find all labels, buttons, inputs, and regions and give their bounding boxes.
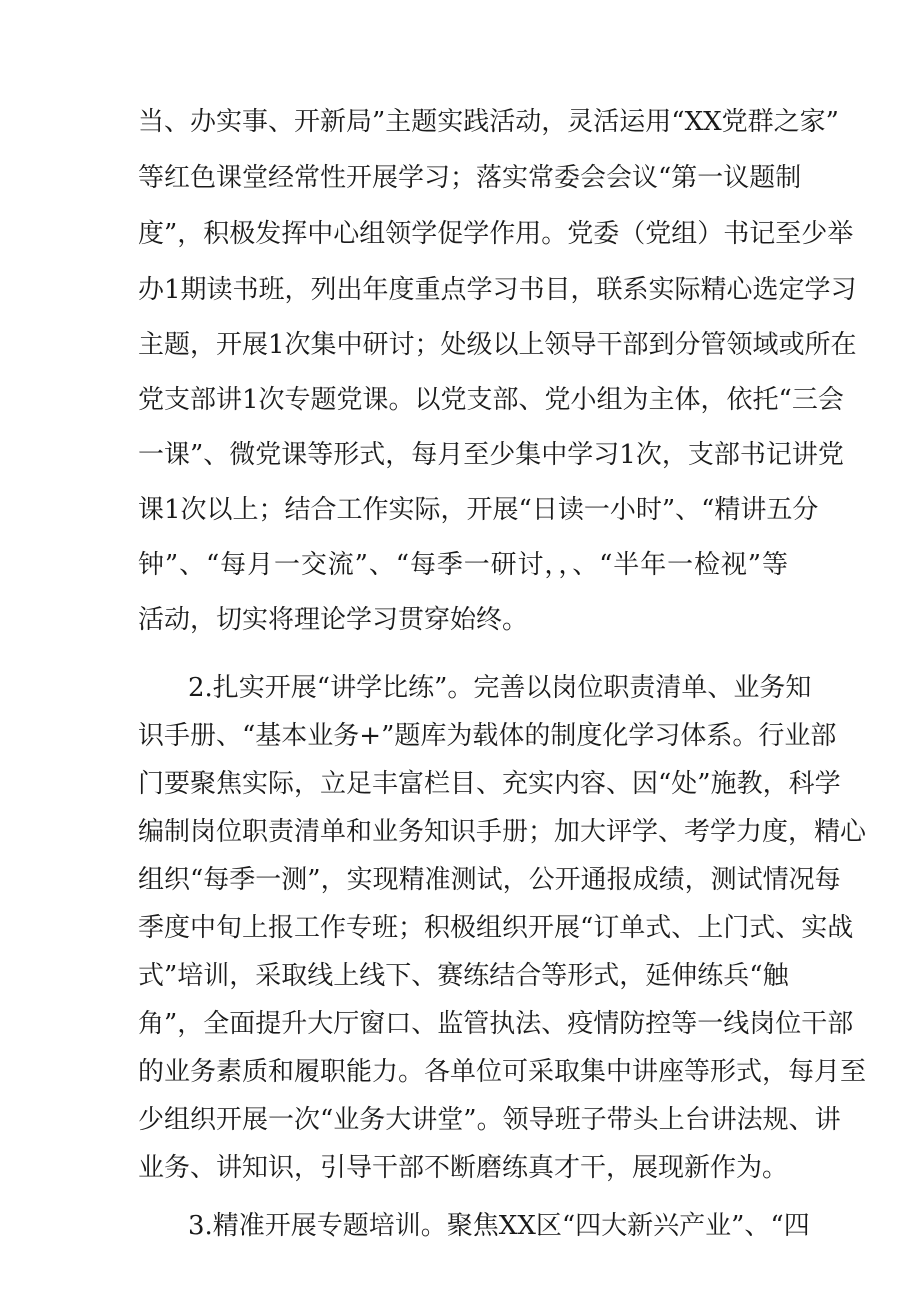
paragraph-1-line-1: 当、办实事、开新局”主题实践活动，灵活运用“XX党群之家” (138, 107, 839, 137)
paragraph-2-line-7: 式”培训，采取线上线下、赛练结合等形式，延伸练兵“触 (138, 961, 789, 991)
paragraph-3-line-1: 3.精准开展专题培训。聚焦XX区“四大新兴产业”、“四 (188, 1211, 810, 1241)
paragraph-2-line-11: 业务、讲知识，引导干部不断磨练真才干，展现新作为。 (138, 1153, 789, 1183)
paragraph-1-line-9: 钟”、“每月一交流”、“每季一研讨，，、“半年一检视”等 (138, 550, 788, 580)
paragraph-1-line-8: 课1次以上；结合工作实际，开展“日读一小时”、“精讲五分 (138, 495, 819, 525)
paragraph-2-line-2: 识手册、“基本业务+”题库为载体的制度化学习体系。行业部 (138, 721, 837, 751)
paragraph-2-line-6: 季度中旬上报工作专班；积极组织开展“订单式、上门式、实战 (138, 913, 854, 943)
paragraph-1-line-10: 活动，切实将理论学习贯穿始终。 (138, 605, 529, 635)
paragraph-1-line-7: 一课”、微党课等形式，每月至少集中学习1次，支部书记讲党 (138, 440, 844, 470)
paragraph-2-line-9: 的业务素质和履职能力。各单位可采取集中讲座等形式，每月至 (138, 1057, 867, 1087)
paragraph-1-line-6: 党支部讲1次专题党课。以党支部、党小组为主体，依托“三会 (138, 385, 844, 415)
paragraph-2-line-5: 组织“每季一测”，实现精准测试，公开通报成绩，测试情况每 (138, 865, 841, 895)
paragraph-1-line-5: 主题，开展1次集中研讨；处级以上领导干部到分管领域或所在 (138, 330, 857, 360)
paragraph-2-line-8: 角”，全面提升大厅窗口、监管执法、疫情防控等一线岗位干部 (138, 1009, 854, 1039)
paragraph-1-line-4: 办1期读书班，列出年度重点学习书目，联系实际精心选定学习 (138, 275, 857, 305)
paragraph-1-line-3: 度”，积极发挥中心组领学促学作用。党委（党组）书记至少举 (138, 219, 854, 249)
paragraph-2-line-1: 2.扎实开展“讲学比练”。完善以岗位职责清单、业务知 (188, 673, 812, 703)
paragraph-2-line-10: 少组织开展一次“业务大讲堂”。领导班子带头上台讲法规、讲 (138, 1105, 841, 1135)
paragraph-2-line-4: 编制岗位职责清单和业务知识手册；加大评学、考学力度，精心 (138, 817, 867, 847)
paragraph-1-line-2: 等红色课堂经常性开展学习；落实常委会会议“第一议题制 (138, 163, 802, 193)
paragraph-2-line-3: 门要聚焦实际，立足丰富栏目、充实内容、因“处”施教，科学 (138, 769, 841, 799)
